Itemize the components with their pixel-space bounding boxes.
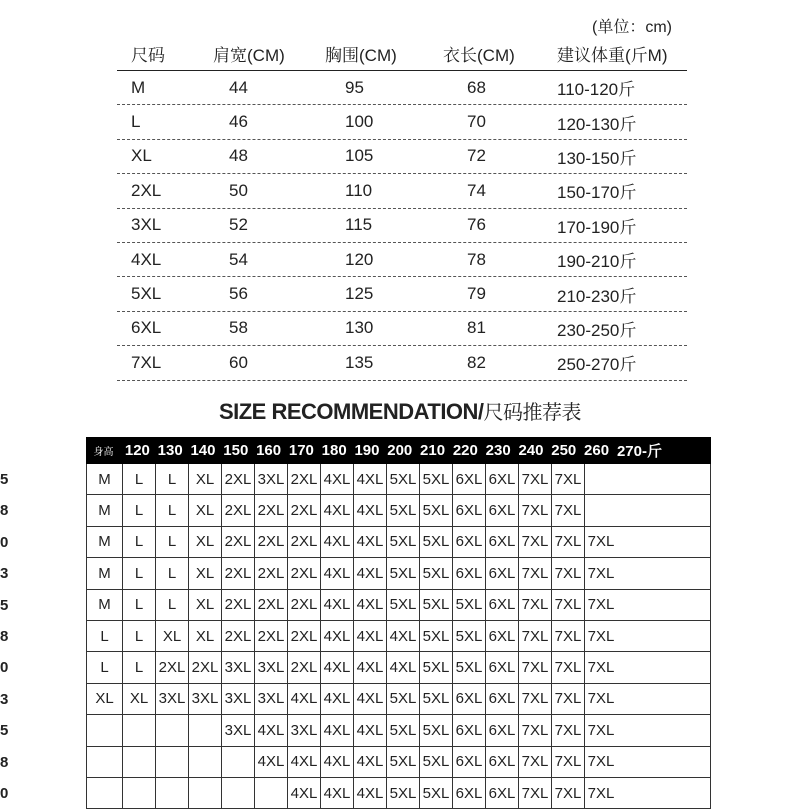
grid-row [87,684,710,715]
grid-cell: 4XL [353,684,386,714]
grid-cell: 2XL [287,495,320,525]
size-table-cell: 135 [345,352,374,372]
grid-cell [122,715,155,745]
grid-cell [584,464,617,494]
size-table-cell: 120 [345,249,374,269]
grid-cell: L [122,558,155,588]
grid-row [87,747,710,778]
grid-cell: 4XL [320,527,353,557]
grid-cell: 3XL [287,715,320,745]
size-table-cell: 81 [467,318,486,338]
grid-cell: L [155,527,188,557]
grid-cell: 7XL [518,527,551,557]
grid-cell [254,778,287,808]
size-table-cell: 105 [345,146,374,166]
height-label: 8 [0,502,9,520]
grid-cell: 3XL [221,684,254,714]
grid-cell [155,747,188,777]
grid-cell: 7XL [551,558,584,588]
grid-cell: 6XL [452,684,485,714]
size-table-cell: 125 [345,284,374,304]
size-table-cell: 115 [345,215,373,235]
size-table-row [117,105,687,139]
weight-header: 180 [321,442,347,459]
weight-header: 200 [387,442,413,459]
grid-cell: 3XL [254,652,287,682]
grid-cell: 4XL [353,778,386,808]
weight-header: 150 [223,442,249,459]
grid-cell: 5XL [386,715,419,745]
grid-cell: 3XL [155,684,188,714]
grid-cell: 4XL [320,495,353,525]
grid-cell: 3XL [188,684,221,714]
grid-cell: 5XL [452,621,485,651]
grid-cell: 7XL [584,747,617,777]
grid-cell [87,747,122,777]
grid-cell: 7XL [518,684,551,714]
grid-cell: 2XL [221,558,254,588]
grid-cell: 7XL [551,590,584,620]
weight-header: 220 [452,442,478,459]
size-table-cell: 7XL [131,352,162,372]
grid-cell [122,778,155,808]
grid-cell: 6XL [485,684,518,714]
weight-header: 210 [420,442,446,459]
size-table-cell: 82 [467,352,486,372]
grid-cell: 6XL [485,652,518,682]
grid-cell: 4XL [353,464,386,494]
grid-cell: 4XL [353,495,386,525]
weight-header: 130 [157,442,183,459]
grid-cell [188,747,221,777]
grid-cell: 3XL [254,684,287,714]
grid-cell: L [100,627,109,645]
size-table-cell: 170-190斤 [557,217,637,237]
size-table-header-cell: 肩宽(CM) [213,45,285,65]
grid-cell: 2XL [287,464,320,494]
grid-cell: 4XL [287,778,320,808]
size-table-cell: 54 [229,249,248,269]
size-table-cell: 60 [229,352,248,372]
grid-cell: 5XL [419,684,452,714]
grid-cell: L [122,527,155,557]
grid-cell: 2XL [287,527,320,557]
height-label: 8 [0,628,9,645]
grid-cell: 5XL [419,652,452,682]
grid-cell: 6XL [485,715,518,745]
grid-cell: 7XL [584,652,617,682]
grid-cell: 6XL [452,527,485,557]
size-table-cell: 56 [229,284,248,304]
grid-cell: L [122,495,155,525]
grid-cell: 6XL [452,464,485,494]
grid-cell: 4XL [353,527,386,557]
grid-cell: 7XL [551,684,584,714]
grid-cell: 5XL [386,495,419,525]
grid-cell: 6XL [485,590,518,620]
size-table-row [117,346,687,380]
size-table-cell: 70 [467,112,486,132]
grid-cell: 6XL [485,621,518,651]
size-table-cell: 95 [345,77,364,97]
size-table-header-cell: 衣长(CM) [443,45,515,65]
grid-cell: 2XL [254,495,287,525]
grid-cell: 5XL [386,527,419,557]
grid-cell [188,778,221,808]
grid-cell: 7XL [584,621,617,651]
size-table-cell: 120-130斤 [557,114,637,134]
grid-cell: XL [188,495,221,525]
grid-cell [221,778,254,808]
grid-cell: 6XL [485,778,518,808]
size-table-row [117,243,687,277]
grid-cell: 6XL [485,464,518,494]
grid-cell: 2XL [221,464,254,494]
height-label: 0 [0,659,9,677]
grid-cell [87,715,122,745]
grid-cell: XL [188,527,221,557]
grid-cell [221,747,254,777]
grid-cell: 2XL [287,590,320,620]
size-table-row [117,140,687,174]
size-table-cell: 210-230斤 [557,286,637,306]
size-table-cell: 68 [467,77,486,97]
grid-cell: 4XL [254,715,287,745]
weight-header: 230 [485,442,511,459]
grid-cell: 5XL [452,652,485,682]
grid-cell: 4XL [353,590,386,620]
recommendation-title [0,396,800,425]
grid-cell: 7XL [518,747,551,777]
grid-cell: M [98,470,111,488]
grid-cell: 6XL [485,527,518,557]
grid-cell: 4XL [320,778,353,808]
grid-cell: L [155,558,188,588]
grid-cell: 7XL [551,527,584,557]
grid-cell: 6XL [452,495,485,525]
grid-cell: 6XL [485,495,518,525]
grid-row [87,495,710,526]
recommendation-title-cn: 尺码推荐表 [483,402,582,424]
grid-cell: 2XL [287,621,320,651]
grid-cell: 7XL [518,652,551,682]
grid-cell: 2XL [254,621,287,651]
grid-cell: 7XL [584,715,617,745]
grid-cell: 4XL [320,715,353,745]
grid-cell: 4XL [254,747,287,777]
size-table-cell: 46 [229,112,248,132]
grid-cell: 6XL [452,747,485,777]
grid-cell: 7XL [518,464,551,494]
size-table-cell: 74 [467,180,486,200]
grid-cell: 7XL [518,715,551,745]
grid-cell: 4XL [386,621,419,651]
grid-cell: 7XL [551,464,584,494]
grid-cell: 5XL [386,684,419,714]
grid-cell: 3XL [221,715,254,745]
size-table-cell: 130 [345,318,374,338]
size-table-cell: 44 [229,77,248,97]
size-table-cell: 2XL [131,180,162,200]
grid-cell: 7XL [551,652,584,682]
grid-row [87,778,710,809]
grid-cell: M [98,564,111,582]
size-table-cell: 230-250斤 [557,320,637,340]
grid-cell: 4XL [353,558,386,588]
grid-cell: 3XL [221,652,254,682]
grid-cell: 4XL [353,621,386,651]
grid-cell: 4XL [320,652,353,682]
grid-cell: 5XL [419,495,452,525]
recommendation-grid [86,437,711,809]
grid-cell [87,778,122,808]
grid-cell: 7XL [518,495,551,525]
grid-cell: 2XL [254,558,287,588]
weight-header: 120 [124,442,150,459]
grid-row [87,715,710,746]
grid-cell: M [98,533,111,551]
grid-cell: 7XL [518,590,551,620]
size-table-cell: 4XL [131,249,162,269]
grid-cell: 3XL [254,464,287,494]
grid-cell: 5XL [419,715,452,745]
grid-row [87,621,710,652]
grid-cell: 7XL [518,621,551,651]
grid-cell: 5XL [386,590,419,620]
grid-cell: 7XL [584,590,617,620]
grid-cell: 6XL [485,558,518,588]
grid-cell: 2XL [221,590,254,620]
grid-row [87,652,710,683]
size-table-cell: 110-120斤 [557,80,636,100]
grid-cell: 4XL [320,621,353,651]
grid-cell: 5XL [419,464,452,494]
grid-row [87,527,710,558]
grid-cell: 2XL [254,590,287,620]
size-table-cell: 3XL [131,215,162,235]
size-table-row [117,277,687,311]
grid-cell: L [122,590,155,620]
grid-cell: 2XL [188,652,221,682]
grid-cell: 5XL [419,747,452,777]
weight-header: 250 [551,442,577,459]
grid-cell: XL [122,684,155,714]
grid-body [86,464,711,809]
size-table-cell: XL [131,146,152,166]
size-table-row [117,71,687,105]
grid-cell: M [98,502,111,520]
height-label: 5 [0,471,9,488]
size-table-cell: 79 [467,284,486,304]
grid-cell: XL [188,621,221,651]
size-table-row [117,312,687,346]
size-table-row [117,174,687,208]
grid-cell: 5XL [386,778,419,808]
size-table-cell: 100 [345,112,374,132]
grid-cell: L [122,464,155,494]
size-table-cell: 78 [467,249,486,269]
height-label: 5 [0,722,9,740]
grid-cell: 2XL [287,558,320,588]
grid-cell: 5XL [386,558,419,588]
grid-cell [155,715,188,745]
grid-cell: L [155,590,188,620]
grid-cell: 7XL [584,558,617,588]
grid-cell: 7XL [551,621,584,651]
grid-cell: 5XL [386,464,419,494]
grid-cell [122,747,155,777]
size-table-cell: M [131,77,146,97]
grid-cell: 7XL [551,778,584,808]
grid-cell: XL [95,690,114,708]
size-table-cell: 76 [467,215,486,235]
weight-header: 270-斤 [616,443,662,460]
grid-cell: 5XL [419,527,452,557]
grid-cell: 5XL [452,590,485,620]
size-table-cell: 52 [229,215,248,235]
size-table-cell: 250-270斤 [557,355,637,375]
grid-cell: 2XL [254,527,287,557]
weight-header: 160 [256,442,282,459]
grid-cell: 7XL [518,778,551,808]
grid-cell: 5XL [386,747,419,777]
grid-cell: L [122,652,155,682]
grid-row [87,464,710,495]
weight-header: 170 [288,442,314,459]
grid-cell: 6XL [452,715,485,745]
weight-header: 190 [354,442,380,459]
grid-cell: 4XL [353,652,386,682]
grid-cell: 2XL [221,621,254,651]
grid-cell: L [155,495,188,525]
size-table-cell: 130-150斤 [557,148,637,168]
grid-cell: 7XL [551,495,584,525]
size-table [117,36,687,381]
grid-cell: 4XL [287,684,320,714]
grid-cell: 4XL [386,652,419,682]
size-table-cell: 48 [229,146,248,166]
grid-cell: 4XL [320,464,353,494]
grid-cell: 5XL [419,778,452,808]
grid-row [87,590,710,621]
size-table-cell: 190-210斤 [557,252,637,272]
size-table-cell: 58 [229,318,248,338]
grid-cell [188,715,221,745]
grid-cell: 6XL [485,747,518,777]
size-table-row [117,209,687,243]
grid-cell: 2XL [155,652,188,682]
grid-header [86,437,711,464]
grid-cell [155,778,188,808]
size-table-header [117,36,687,71]
grid-cell: 7XL [551,715,584,745]
grid-cell: 7XL [584,684,617,714]
grid-cell: 2XL [287,652,320,682]
grid-cell: 4XL [353,715,386,745]
grid-cell: L [122,621,155,651]
grid-cell: XL [155,621,188,651]
grid-cell: 6XL [452,778,485,808]
grid-row [87,558,710,589]
height-label: 5 [0,596,9,614]
grid-cell: 7XL [551,747,584,777]
height-label: 3 [0,565,9,583]
size-table-header-cell: 胸围(CM) [325,45,397,65]
height-label: 0 [0,785,9,802]
recommendation-title-en: SIZE RECOMMENDATION/ [218,399,484,424]
grid-cell: 4XL [320,590,353,620]
grid-cell: 2XL [221,495,254,525]
weight-header: 260 [584,442,610,459]
weight-header: 140 [190,442,216,459]
size-table-cell: L [131,112,141,132]
size-table-cell: 50 [229,180,248,200]
grid-cell: 5XL [419,621,452,651]
grid-cell: 4XL [320,747,353,777]
grid-cell: 4XL [320,684,353,714]
grid-cell: M [98,596,111,614]
grid-cell: 7XL [518,558,551,588]
grid-cell: 6XL [452,558,485,588]
grid-cell: XL [188,590,221,620]
size-table-cell: 150-170斤 [557,183,637,203]
grid-cell: 7XL [584,778,617,808]
size-table-cell: 5XL [131,284,162,304]
grid-cell: XL [188,464,221,494]
size-table-cell: 110 [345,180,373,200]
height-label: 3 [0,690,9,708]
size-table-header-cell: 尺码 [131,45,165,65]
grid-cell [584,495,617,525]
size-table-header-cell: 建议体重(斤M) [557,45,668,65]
size-table-cell: 6XL [131,318,162,338]
grid-cell: 5XL [419,590,452,620]
grid-cell: 4XL [320,558,353,588]
grid-cell: L [155,464,188,494]
grid-cell: 4XL [287,747,320,777]
grid-cell: 7XL [584,527,617,557]
grid-cell: XL [188,558,221,588]
weight-header: 240 [518,442,544,459]
height-label: 8 [0,753,9,771]
grid-cell: 4XL [353,747,386,777]
grid-cell: L [100,659,109,677]
height-label: 0 [0,533,9,551]
unit-label: (单位：cm) [592,19,672,36]
size-table-cell: 72 [467,146,486,166]
grid-cell: 2XL [221,527,254,557]
grid-cell: 5XL [419,558,452,588]
grid-corner-label: 身高 [93,447,114,458]
